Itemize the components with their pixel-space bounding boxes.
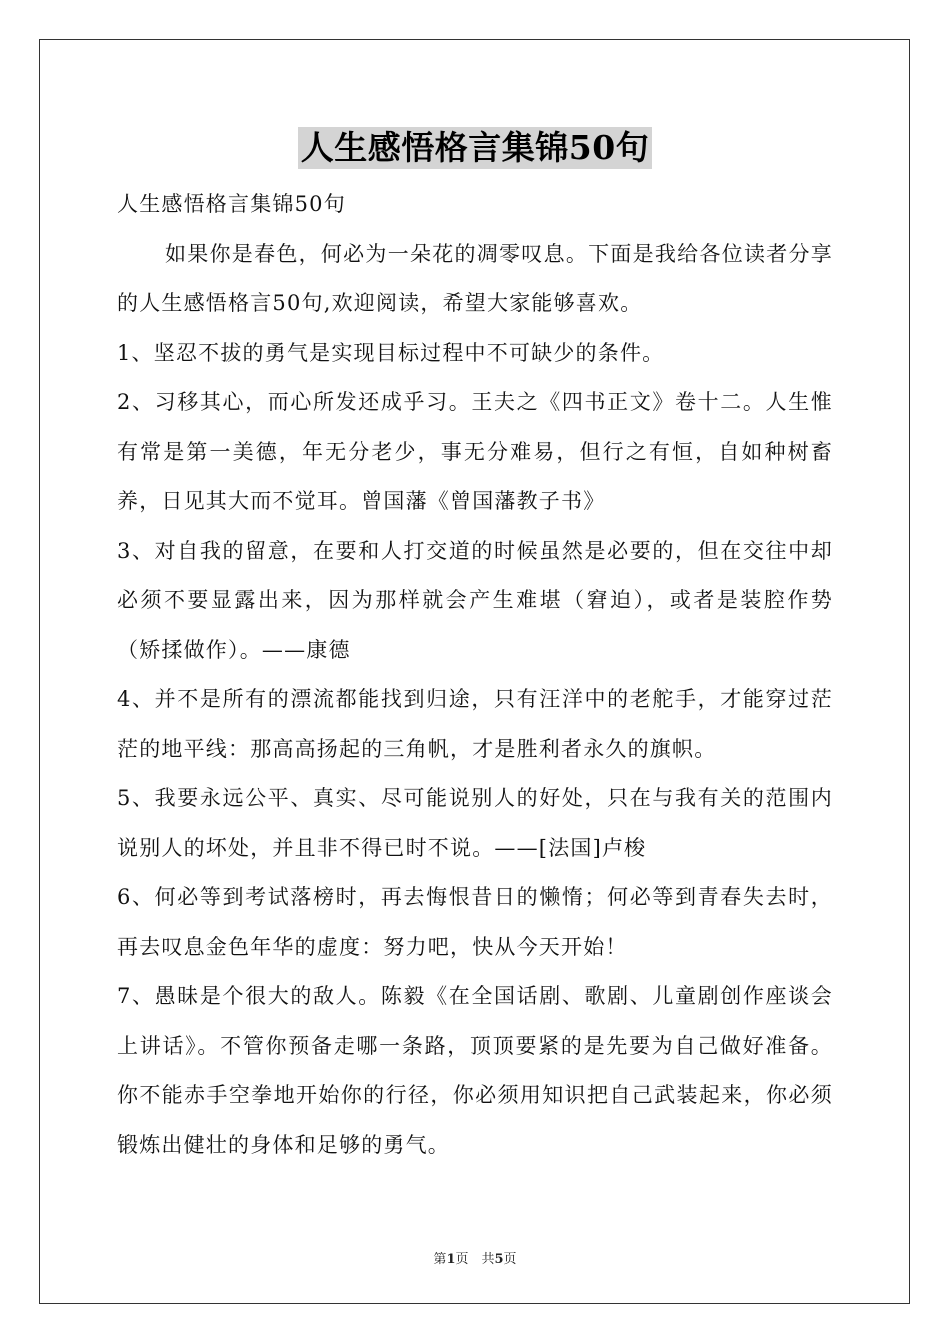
paragraph-quote-6: 6、何必等到考试落榜时，再去悔恨昔日的懒惰；何必等到青春失去时，再去叹息金色年华的虚度：努力吧，快从今天开始！ <box>117 885 833 959</box>
footer-total-pages: 5 <box>494 1252 504 1267</box>
footer-page-suffix: 页 <box>503 1252 517 1267</box>
page-footer <box>0 1248 950 1267</box>
paragraph-quote-2: 2、习移其心，而心所发还成乎习。王夫之《四书正文》卷十二。人生惟有常是第一美德，年无分老少，事无分难易，但行之有恒，自如种树畜养，日见其大而不觉耳。曾国藩《曾国藩教子书》 <box>117 390 833 513</box>
footer-current-page: 1 <box>446 1252 456 1267</box>
paragraph-quote-4: 4、并不是所有的漂流都能找到归途，只有汪洋中的老舵手，才能穿过茫茫的地平线：那高高扬起的三角帆，才是胜利者永久的旗帜。 <box>117 687 833 761</box>
title-area <box>0 127 950 169</box>
footer-page-mid: 页 共 <box>455 1252 495 1267</box>
paragraph-quote-7: 7、愚昧是个很大的敌人。陈毅《在全国话剧、歌剧、儿童剧创作座谈会上讲话》。不管你预备走哪一条路，顶顶要紧的是先要为自己做好准备。你不能赤手空拳地开始你的行径，你必须用知识把自己武装起来，你必须锻炼出健壮的身体和足够的勇气。 <box>117 984 833 1157</box>
paragraph-quote-3: 3、对自我的留意，在要和人打交道的时候虽然是必要的，但在交往中却必须不要显露出来，因为那样就会产生难堪（窘迫），或者是装腔作势（矫揉做作）。——康德 <box>117 538 833 662</box>
document-body <box>117 180 833 1170</box>
paragraph-subtitle: 人生感悟格言集锦50句 <box>117 192 346 216</box>
document-title: 人生感悟格言集锦50句 <box>298 127 652 169</box>
paragraph-quote-5: 5、我要永远公平、真实、尽可能说别人的好处，只在与我有关的范围内说别人的坏处，并且非不得已时不说。——[法国]卢梭 <box>117 786 833 860</box>
paragraph-intro: 如果你是春色，何必为一朵花的凋零叹息。下面是我给各位读者分享的人生感悟格言50句,欢迎阅读，希望大家能够喜欢。 <box>117 241 833 315</box>
footer-page-prefix: 第 <box>433 1252 447 1267</box>
paragraph-quote-1: 1、坚忍不拔的勇气是实现目标过程中不可缺少的条件。 <box>117 340 665 365</box>
